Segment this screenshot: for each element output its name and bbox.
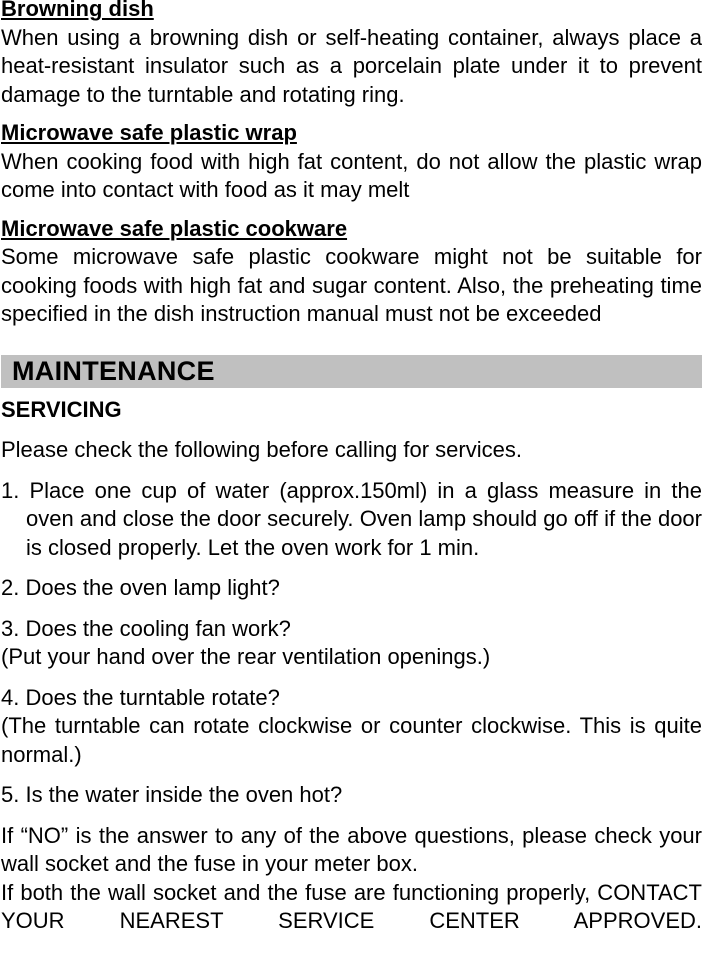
- check-item-text: 2. Does the oven lamp light?: [1, 575, 280, 600]
- closing-paragraph: If “NO” is the answer to any of the above questions, please check your wall socket and the fuse in your meter box.: [1, 822, 702, 876]
- check-item-note: (The turntable can rotate clockwise or counter clockwise. This is quite normal.): [1, 713, 702, 767]
- check-item: [1, 684, 702, 770]
- section-body: When using a browning dish or self-heating container, always place a heat-resistant insulator such as a porcelain plate under it to prevent damage to the turntable and rotating ring.: [1, 24, 702, 107]
- closing-instructions: [1, 822, 702, 936]
- closing-paragraph: If both the wall socket and the fuse are functioning properly, CONTACT YOUR NEAREST SERVICE CENTER APPROVED.: [1, 879, 702, 933]
- section-heading: Browning dish: [1, 0, 154, 21]
- check-item-text: 4. Does the turntable rotate?: [1, 684, 280, 710]
- servicing-heading: SERVICING: [1, 396, 122, 422]
- section-heading: Microwave safe plastic cookware: [1, 215, 348, 241]
- maintenance-banner: MAINTENANCE: [1, 355, 702, 388]
- section-heading: Microwave safe plastic wrap: [1, 120, 297, 145]
- check-item: [1, 477, 702, 563]
- check-item-text: 5. Is the water inside the oven hot?: [1, 782, 343, 807]
- section-plastic-cookware: [1, 215, 702, 329]
- check-item-text: 3. Does the cooling fan work?: [1, 615, 291, 641]
- section-plastic-wrap: [1, 119, 702, 205]
- check-item-note: (Put your hand over the rear ventilation openings.): [1, 644, 491, 669]
- manual-page: [1, 0, 702, 936]
- check-item: [1, 615, 702, 672]
- check-item-text: 1. Place one cup of water (approx.150ml) in a glass measure in the oven and close the door securely. Oven lamp should go off if the door is closed properly. Let the oven work for 1 min.: [1, 477, 702, 560]
- section-body: When cooking food with high fat content, do not allow the plastic wrap come into contact with food as it may melt: [1, 148, 702, 202]
- servicing-intro: Please check the following before calling for services.: [1, 437, 522, 462]
- check-item: [1, 574, 702, 603]
- section-body: Some microwave safe plastic cookware might not be suitable for cooking foods with high fat and sugar content. Also, the preheating time specified in the dish instruction manual must not be exceeded: [1, 244, 702, 326]
- section-browning-dish: [1, 0, 702, 109]
- check-item: [1, 781, 702, 810]
